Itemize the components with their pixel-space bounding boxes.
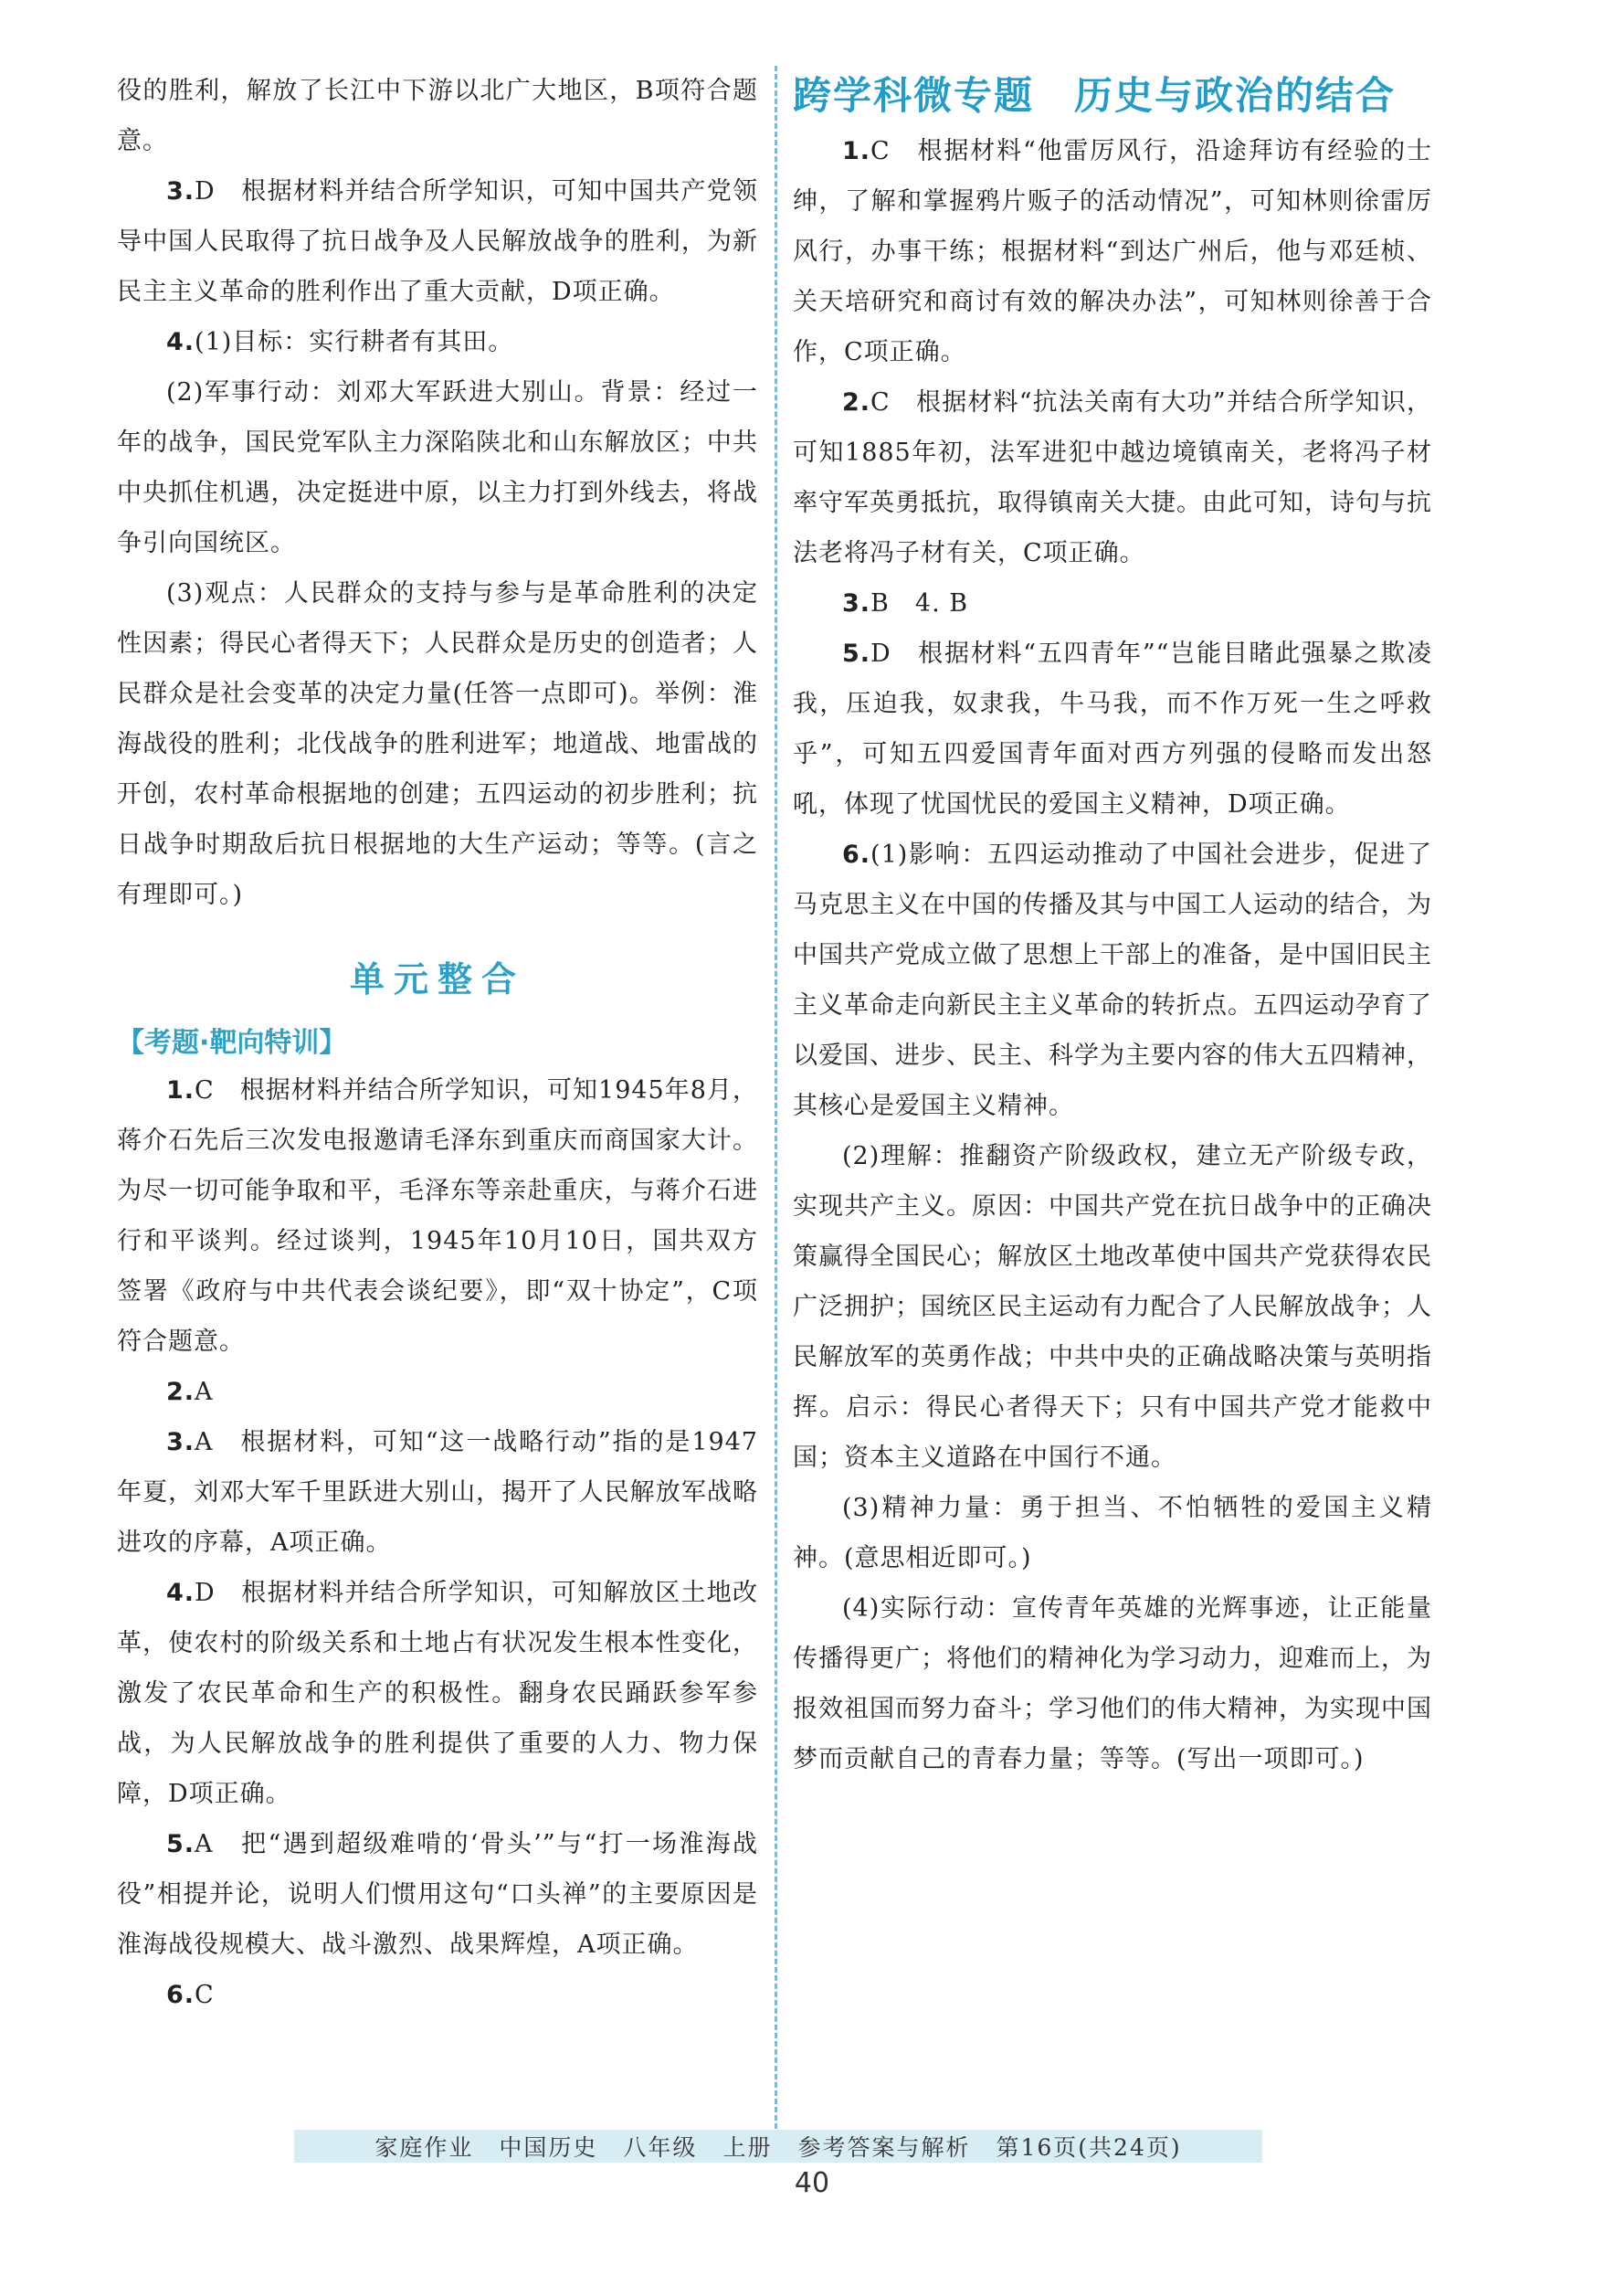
answer-paragraph: 3.A 根据材料，可知“这一战略行动”指的是1947年夏，刘邓大军千里跃进大别山，揭开了人民解放军战略进攻的序幕，A项正确。 xyxy=(117,1428,758,1557)
footer-item: 中国历史 xyxy=(499,2134,598,2161)
answer-number: 6. xyxy=(166,1981,195,2009)
answer-paragraph: 2.C 根据材料“抗法关南有大功”并结合所学知识，可知1885年初，法军进犯中越边境镇南关，老将冯子材率守军英勇抵抗，取得镇南关大捷。由此可知，诗句与抗法老将冯子材有关，C项正确。 xyxy=(793,388,1432,567)
answer-number: 1. xyxy=(166,1076,195,1105)
answer-paragraph: 6.(1)影响：五四运动推动了中国社会进步，促进了马克思主义在中国的传播及其与中国工人运动的结合，为中国共产党成立做了思想上干部上的准备，是中国旧民主主义革命走向新民主主义革命的转折点。五四运动孕育了以爱国、进步、民主、科学为主要内容的伟大五四精神，其核心是爱国主义精神。 xyxy=(793,841,1432,1120)
footer-item: 参考答案与解析 xyxy=(797,2134,971,2161)
answer-paragraph: (2)理解：推翻资产阶级政权，建立无产阶级专政，实现共产主义。原因：中国共产党在抗日战争中的正确决策赢得全国民心；解放区土地改革使中国共产党获得农民广泛拥护；国统区民主运动有力配合了人民解放战争；人民解放军的英勇作战；中共中央的正确战略决策与英明指挥。启示：得民心者得天下；只有中国共产党才能救中国；资本主义道路在中国行不通。 xyxy=(793,1142,1432,1472)
answer-paragraph: 4.(1)目标：实行耕者有其田。 xyxy=(166,328,514,356)
answer-number: 5. xyxy=(166,1830,195,1858)
left-column xyxy=(117,66,758,2020)
answer-paragraph: 3.D 根据材料并结合所学知识，可知中国共产党领导中国人民取得了抗日战争及人民解放战争的胜利，为新民主主义革命的胜利作出了重大贡献，D项正确。 xyxy=(117,177,758,306)
answer-number: 3. xyxy=(166,177,195,206)
column-divider xyxy=(775,66,777,2129)
topic-title: 跨学科微专题 历史与政治的结合 xyxy=(793,73,1397,118)
answer-paragraph: 3.B 4. B xyxy=(842,589,969,618)
footer-bar xyxy=(294,2130,1262,2163)
footer-item: 上册 xyxy=(722,2134,773,2161)
answer-paragraph: (3)精神力量：勇于担当、不怕牺牲的爱国主义精神。(意思相近即可。) xyxy=(793,1494,1432,1572)
answer-number: 4. xyxy=(166,328,195,356)
answer-paragraph: 1.C 根据材料“他雷厉风行，沿途拜访有经验的士绅，了解和掌握鸦片贩子的活动情况”，可知林则徐雷厉风行，办事干练；根据材料“到达广州后，他与邓廷桢、关天培研究和商讨有效的解决办法”，可知林则徐善于合作，C项正确。 xyxy=(793,137,1432,366)
answer-number: 3. xyxy=(842,589,871,618)
answer-number: 2. xyxy=(166,1378,195,1406)
answer-number: 6. xyxy=(842,841,871,869)
footer-item: 家庭作业 xyxy=(374,2134,474,2161)
answer-number: 3. xyxy=(166,1428,195,1456)
footer-item: 八年级 xyxy=(623,2134,698,2161)
footer-item: 第16页(共24页) xyxy=(996,2134,1182,2161)
answer-paragraph: 4.D 根据材料并结合所学知识，可知解放区土地改革，使农村的阶级关系和土地占有状况发生根本性变化，激发了农民革命和生产的积极性。翻身农民踊跃参军参战，为人民解放战争的胜利提供了重要的人力、物力保障，D项正确。 xyxy=(117,1579,758,1808)
answer-paragraph: 5.D 根据材料“五四青年”“岂能目睹此强暴之欺凌我，压迫我，奴隶我，牛马我，而不作万死一生之呼救乎”，可知五四爱国青年面对西方列强的侵略而发出怒吼，体现了忧国忧民的爱国主义精神，D项正确。 xyxy=(793,640,1432,819)
answer-number: 2. xyxy=(842,388,871,417)
answer-paragraph: (2)军事行动：刘邓大军跃进大别山。背景：经过一年的战争，国民党军队主力深陷陕北和山东解放区；中共中央抓住机遇，决定挺进中原，以主力打到外线去，将战争引向国统区。 xyxy=(117,378,758,557)
answer-number: 4. xyxy=(166,1579,195,1607)
page-number: 40 xyxy=(794,2167,830,2199)
unit-title: 单元整合 xyxy=(349,959,525,1000)
answer-paragraph: 6.C xyxy=(166,1981,215,2009)
answer-paragraph: 役的胜利，解放了长江中下游以北广大地区，B项符合题意。 xyxy=(117,77,758,155)
section-tag: 【考题·靶向特训】 xyxy=(117,1027,347,1059)
answer-paragraph: 2.A xyxy=(166,1378,214,1406)
answer-paragraph: 5.A 把“遇到超级难啃的‘骨头’”与“打一场淮海战役”相提并论，说明人们惯用这句“口头禅”的主要原因是淮海战役规模大、战斗激烈、战果辉煌，A项正确。 xyxy=(117,1830,758,1959)
answer-paragraph: (4)实际行动：宣传青年英雄的光辉事迹，让正能量传播得更广；将他们的精神化为学习动力，迎难而上，为报效祖国而努力奋斗；学习他们的伟大精神，为实现中国梦而贡献自己的青春力量；等等。(写出一项即可。) xyxy=(793,1594,1432,1773)
answer-paragraph: 1.C 根据材料并结合所学知识，可知1945年8月，蒋介石先后三次发电报邀请毛泽东到重庆而商国家大计。为尽一切可能争取和平，毛泽东等亲赴重庆，与蒋介石进行和平谈判。经过谈判，1945年10月10日，国共双方签署《政府与中共代表会谈纪要》，即“双十协定”，C项符合题意。 xyxy=(117,1076,758,1356)
answer-paragraph: (3)观点：人民群众的支持与参与是革命胜利的决定性因素；得民心者得天下；人民群众是历史的创造者；人民群众是社会变革的决定力量(任答一点即可)。举例：淮海战役的胜利；北伐战争的胜利进军；地道战、地雷战的开创，农村革命根据地的创建；五四运动的初步胜利；抗日战争时期敌后抗日根据地的大生产运动；等等。(言之有理即可。) xyxy=(117,579,758,909)
answer-number: 1. xyxy=(842,137,871,165)
answer-number: 5. xyxy=(842,640,871,668)
right-column xyxy=(793,66,1432,1784)
